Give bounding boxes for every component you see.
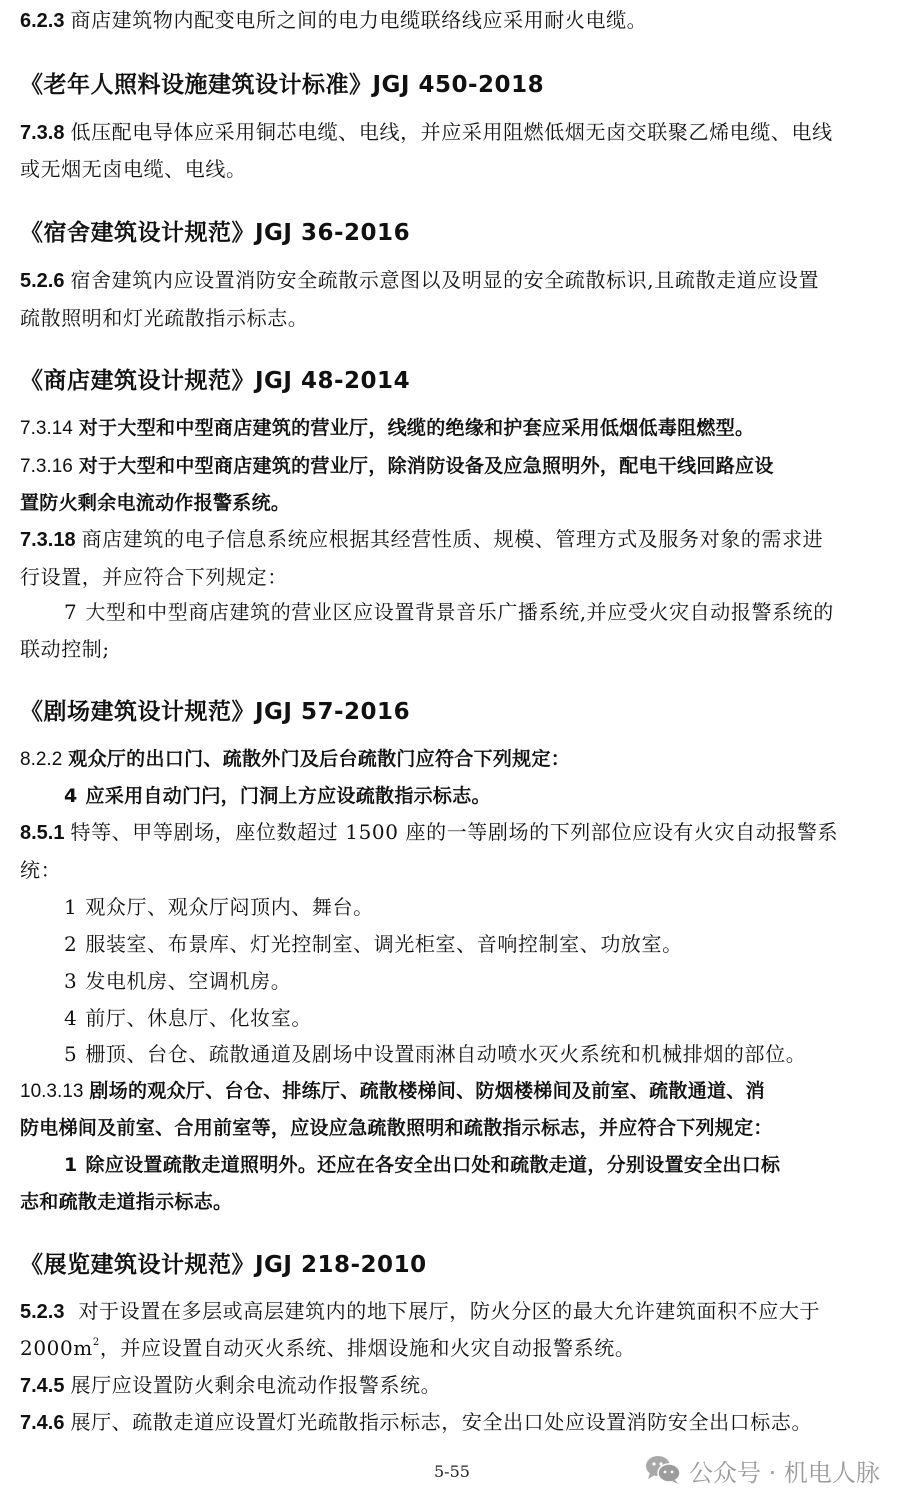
item-number: 1	[64, 1154, 78, 1176]
clause-7-3-18-cont: 行设置，并应符合下列规定：	[20, 565, 288, 589]
item-number: 3	[64, 969, 78, 993]
page-number: 5-55	[434, 1462, 470, 1481]
clause-text: 剧场的观众厅、台仓、排练厅、疏散楼梯间、防烟楼梯间及前室、疏散通道、消	[89, 1080, 765, 1102]
wechat-icon	[645, 1455, 681, 1485]
clause-5-2-3-cont	[20, 1336, 885, 1360]
item-number: 2	[64, 932, 78, 956]
item-text: 应采用自动门闩，门洞上方应设疏散指示标志。	[85, 785, 491, 807]
clause-text: 展厅、疏散走道应设置灯光疏散指示标志，安全出口处应设置消防安全出口标志。	[70, 1410, 813, 1434]
watermark	[645, 1452, 880, 1488]
clause-number: 7.3.14	[20, 418, 73, 439]
clause-6-2-3	[20, 8, 885, 33]
clause-number: 6.2.3	[20, 10, 65, 32]
clause-5-2-3	[20, 1299, 885, 1324]
section-heading-jgj48: 《商店建筑设计规范》JGJ 48-2014	[20, 368, 411, 394]
clause-text: 低压配电导体应采用铜芯电缆、电线，并应采用阻燃低烟无卤交联聚乙烯电缆、电线	[70, 120, 833, 144]
item-number: 5	[64, 1042, 78, 1066]
clause-8-5-1-item-5	[64, 1042, 885, 1066]
clause-7-3-18-item-7	[64, 600, 885, 624]
section-heading-jgj57: 《剧场建筑设计规范》JGJ 57-2016	[20, 699, 411, 725]
clause-10-3-13-item-1	[64, 1153, 885, 1177]
clause-number: 5.2.6	[20, 270, 65, 292]
watermark-text: 公众号 · 机电人脉	[689, 1458, 880, 1487]
item-number: 7	[64, 600, 78, 624]
section-heading-jgj36: 《宿舍建筑设计规范》JGJ 36-2016	[20, 220, 411, 246]
item-number: 1	[64, 895, 78, 919]
clause-number: 7.3.8	[20, 122, 65, 144]
section-heading-jgj218: 《展览建筑设计规范》JGJ 218-2010	[20, 1252, 427, 1278]
section-heading-jgj450: 《老年人照料设施建筑设计标准》JGJ 450-2018	[20, 72, 545, 98]
item-text: 发电机房、空调机房。	[85, 969, 292, 993]
clause-number: 8.2.2	[20, 749, 63, 770]
area-superscript: 2	[92, 1337, 100, 1348]
clause-7-3-8	[20, 120, 885, 145]
clause-7-4-6	[20, 1410, 885, 1435]
clause-text: 展厅应设置防火剩余电流动作报警系统。	[70, 1373, 442, 1397]
clause-7-3-18	[20, 527, 885, 552]
clause-5-2-6	[20, 268, 885, 293]
clause-8-5-1-item-4	[64, 1006, 885, 1030]
clause-text: 商店建筑物内配变电所之间的电力电缆联络线应采用耐火电缆。	[70, 8, 648, 32]
clause-8-5-1-item-1	[64, 895, 885, 919]
clause-number: 7.4.5	[20, 1375, 65, 1397]
clause-8-5-1	[20, 820, 885, 845]
clause-10-3-13-cont: 防电梯间及前室、合用前室等，应设应急疏散照明和疏散指示标志，并应符合下列规定：	[20, 1117, 773, 1139]
item-text: 大型和中型商店建筑的营业区应设置背景音乐广播系统,并应受火灾自动报警系统的	[85, 600, 834, 624]
clause-text: 对于大型和中型商店建筑的营业厅，线缆的绝缘和护套应采用低烟低毒阻燃型。	[78, 417, 755, 439]
clause-10-3-13-item-1-cont: 志和疏散走道指示标志。	[20, 1191, 233, 1213]
item-text: 前厅、休息厅、化妆室。	[85, 1006, 312, 1030]
item-text: 除应设置疏散走道照明外。还应在各安全出口处和疏散走道，分别设置安全出口标	[85, 1154, 781, 1176]
clause-7-3-16-cont: 置防火剩余电流动作报警系统。	[20, 492, 291, 514]
clause-number: 5.2.3	[20, 1301, 65, 1323]
clause-number: 8.5.1	[20, 822, 65, 844]
item-text: 栅顶、台仓、疏散通道及剧场中设置雨淋自动喷水灭火系统和机械排烟的部位。	[85, 1042, 807, 1066]
clause-7-3-18-item-7-cont: 联动控制;	[20, 637, 110, 661]
clause-5-2-6-cont: 疏散照明和灯光疏散指示标志。	[20, 306, 309, 330]
clause-7-3-16	[20, 454, 885, 479]
clause-8-2-2-item-4	[64, 784, 885, 808]
clause-8-5-1-cont: 统：	[20, 858, 62, 882]
clause-text: 观众厅的出口门、疏散外门及后台疏散门应符合下列规定：	[68, 748, 571, 770]
clause-8-5-1-item-3	[64, 969, 885, 993]
clause-7-3-14	[20, 416, 885, 441]
clause-text: 特等、甲等剧场，座位数超过 1500 座的一等剧场的下列部位应设有火灾自动报警系	[70, 820, 839, 844]
clause-number: 7.3.18	[20, 529, 76, 551]
clause-8-5-1-item-2	[64, 932, 885, 956]
clause-7-3-8-cont: 或无烟无卤电缆、电线。	[20, 157, 247, 181]
clause-number: 10.3.13	[20, 1081, 84, 1102]
clause-number: 7.4.6	[20, 1412, 65, 1434]
item-number: 4	[64, 1006, 78, 1030]
clause-text: 宿舍建筑内应设置消防安全疏散示意图以及明显的安全疏散标识,且疏散走道应设置	[70, 268, 820, 292]
clause-text: 对于设置在多层或高层建筑内的地下展厅，防火分区的最大允许建筑面积不应大于	[78, 1299, 821, 1323]
clause-7-4-5	[20, 1373, 885, 1398]
clause-10-3-13	[20, 1079, 885, 1104]
clause-number: 7.3.16	[20, 456, 73, 477]
area-value: 2000m	[20, 1336, 93, 1360]
clause-text: 商店建筑的电子信息系统应根据其经营性质、规模、管理方式及服务对象的需求进	[81, 527, 824, 551]
clause-text-cont: ，并应设置自动灭火系统、排烟设施和火灾自动报警系统。	[99, 1336, 636, 1360]
item-text: 观众厅、观众厅闷顶内、舞台。	[85, 895, 374, 919]
item-text: 服装室、布景库、灯光控制室、调光柜室、音响控制室、功放室。	[85, 932, 683, 956]
clause-text: 对于大型和中型商店建筑的营业厅，除消防设备及应急照明外，配电干线回路应设	[78, 455, 774, 477]
clause-8-2-2	[20, 747, 885, 772]
item-number: 4	[64, 785, 78, 807]
